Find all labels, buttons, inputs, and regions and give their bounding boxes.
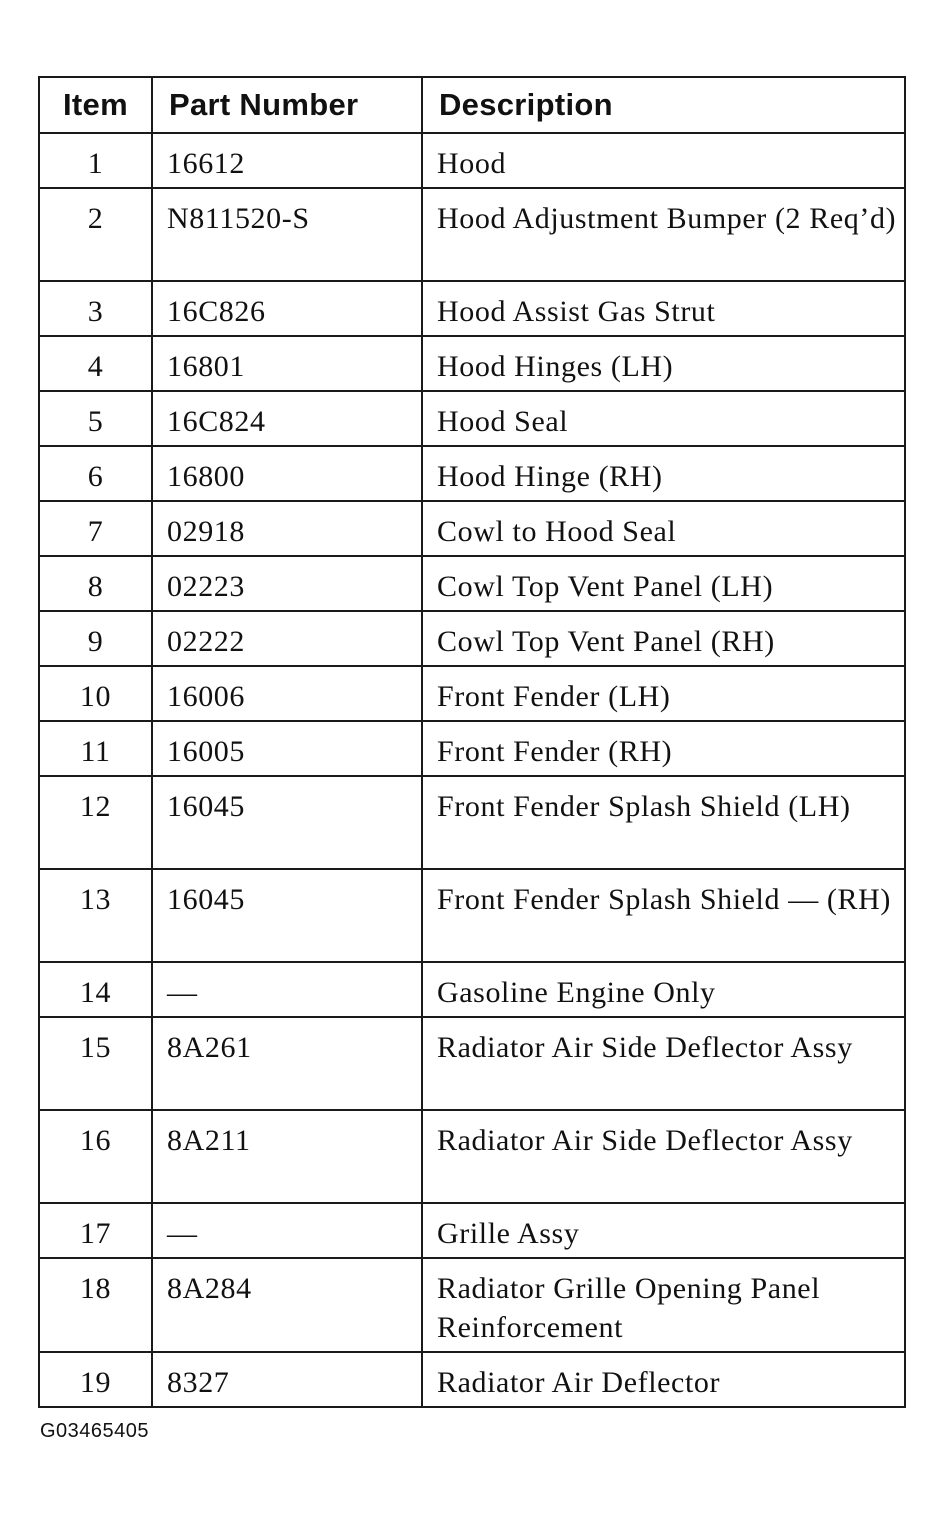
- item-cell: 2: [39, 188, 152, 281]
- description-cell: Radiator Air Deflector: [422, 1352, 905, 1407]
- table-row: [39, 721, 905, 776]
- part-number-cell: —: [152, 962, 422, 1017]
- description-cell: Front Fender Splash Shield (LH): [422, 776, 905, 869]
- item-cell: 14: [39, 962, 152, 1017]
- description-cell: Hood Adjustment Bumper (2 Req’d): [422, 188, 905, 281]
- table-row: [39, 869, 905, 962]
- description-cell: Grille Assy: [422, 1203, 905, 1258]
- item-cell: 4: [39, 336, 152, 391]
- item-cell: 3: [39, 281, 152, 336]
- item-cell: 9: [39, 611, 152, 666]
- part-number-cell: 16045: [152, 776, 422, 869]
- table-row: [39, 133, 905, 188]
- part-number-cell: —: [152, 1203, 422, 1258]
- part-number-cell: 16800: [152, 446, 422, 501]
- table-row: [39, 1110, 905, 1203]
- item-cell: 16: [39, 1110, 152, 1203]
- table-row: [39, 1258, 905, 1352]
- header-row: [39, 77, 905, 133]
- parts-table: [38, 76, 906, 1408]
- table-row: [39, 776, 905, 869]
- item-cell: 17: [39, 1203, 152, 1258]
- figure-id: G03465405: [40, 1420, 150, 1442]
- description-cell: Radiator Grille Opening Panel Reinforcement: [422, 1258, 905, 1352]
- header-description: Description: [422, 77, 905, 133]
- item-cell: 5: [39, 391, 152, 446]
- part-number-cell: 16612: [152, 133, 422, 188]
- part-number-cell: 16801: [152, 336, 422, 391]
- description-cell: Hood Hinges (LH): [422, 336, 905, 391]
- description-cell: Cowl to Hood Seal: [422, 501, 905, 556]
- item-cell: 12: [39, 776, 152, 869]
- item-cell: 15: [39, 1017, 152, 1110]
- item-cell: 8: [39, 556, 152, 611]
- table-row: [39, 336, 905, 391]
- table-body: [39, 133, 905, 1407]
- item-cell: 13: [39, 869, 152, 962]
- part-number-cell: 16045: [152, 869, 422, 962]
- part-number-cell: 16C824: [152, 391, 422, 446]
- description-cell: Hood: [422, 133, 905, 188]
- table-row: [39, 188, 905, 281]
- part-number-cell: 16006: [152, 666, 422, 721]
- part-number-cell: 16C826: [152, 281, 422, 336]
- item-cell: 6: [39, 446, 152, 501]
- item-cell: 18: [39, 1258, 152, 1352]
- header-part-number: Part Number: [152, 77, 422, 133]
- item-cell: 7: [39, 501, 152, 556]
- table-row: [39, 1017, 905, 1110]
- table-row: [39, 666, 905, 721]
- part-number-cell: N811520-S: [152, 188, 422, 281]
- part-number-cell: 8A211: [152, 1110, 422, 1203]
- table-row: [39, 556, 905, 611]
- part-number-cell: 02223: [152, 556, 422, 611]
- item-cell: 11: [39, 721, 152, 776]
- description-cell: Radiator Air Side Deflector Assy: [422, 1110, 905, 1203]
- part-number-cell: 8327: [152, 1352, 422, 1407]
- table-row: [39, 611, 905, 666]
- table-row: [39, 1352, 905, 1407]
- description-cell: Hood Hinge (RH): [422, 446, 905, 501]
- part-number-cell: 8A261: [152, 1017, 422, 1110]
- table-row: [39, 501, 905, 556]
- description-cell: Front Fender (LH): [422, 666, 905, 721]
- header-item: Item: [39, 77, 152, 133]
- description-cell: Front Fender (RH): [422, 721, 905, 776]
- description-cell: Gasoline Engine Only: [422, 962, 905, 1017]
- item-cell: 10: [39, 666, 152, 721]
- table-row: [39, 281, 905, 336]
- table-header: [39, 77, 905, 133]
- part-number-cell: 02918: [152, 501, 422, 556]
- part-number-cell: 8A284: [152, 1258, 422, 1352]
- description-cell: Hood Assist Gas Strut: [422, 281, 905, 336]
- part-number-cell: 02222: [152, 611, 422, 666]
- table-row: [39, 962, 905, 1017]
- item-cell: 1: [39, 133, 152, 188]
- item-cell: 19: [39, 1352, 152, 1407]
- table-row: [39, 446, 905, 501]
- table-row: [39, 1203, 905, 1258]
- table-row: [39, 391, 905, 446]
- description-cell: Hood Seal: [422, 391, 905, 446]
- description-cell: Front Fender Splash Shield — (RH): [422, 869, 905, 962]
- description-cell: Cowl Top Vent Panel (RH): [422, 611, 905, 666]
- part-number-cell: 16005: [152, 721, 422, 776]
- description-cell: Cowl Top Vent Panel (LH): [422, 556, 905, 611]
- description-cell: Radiator Air Side Deflector Assy: [422, 1017, 905, 1110]
